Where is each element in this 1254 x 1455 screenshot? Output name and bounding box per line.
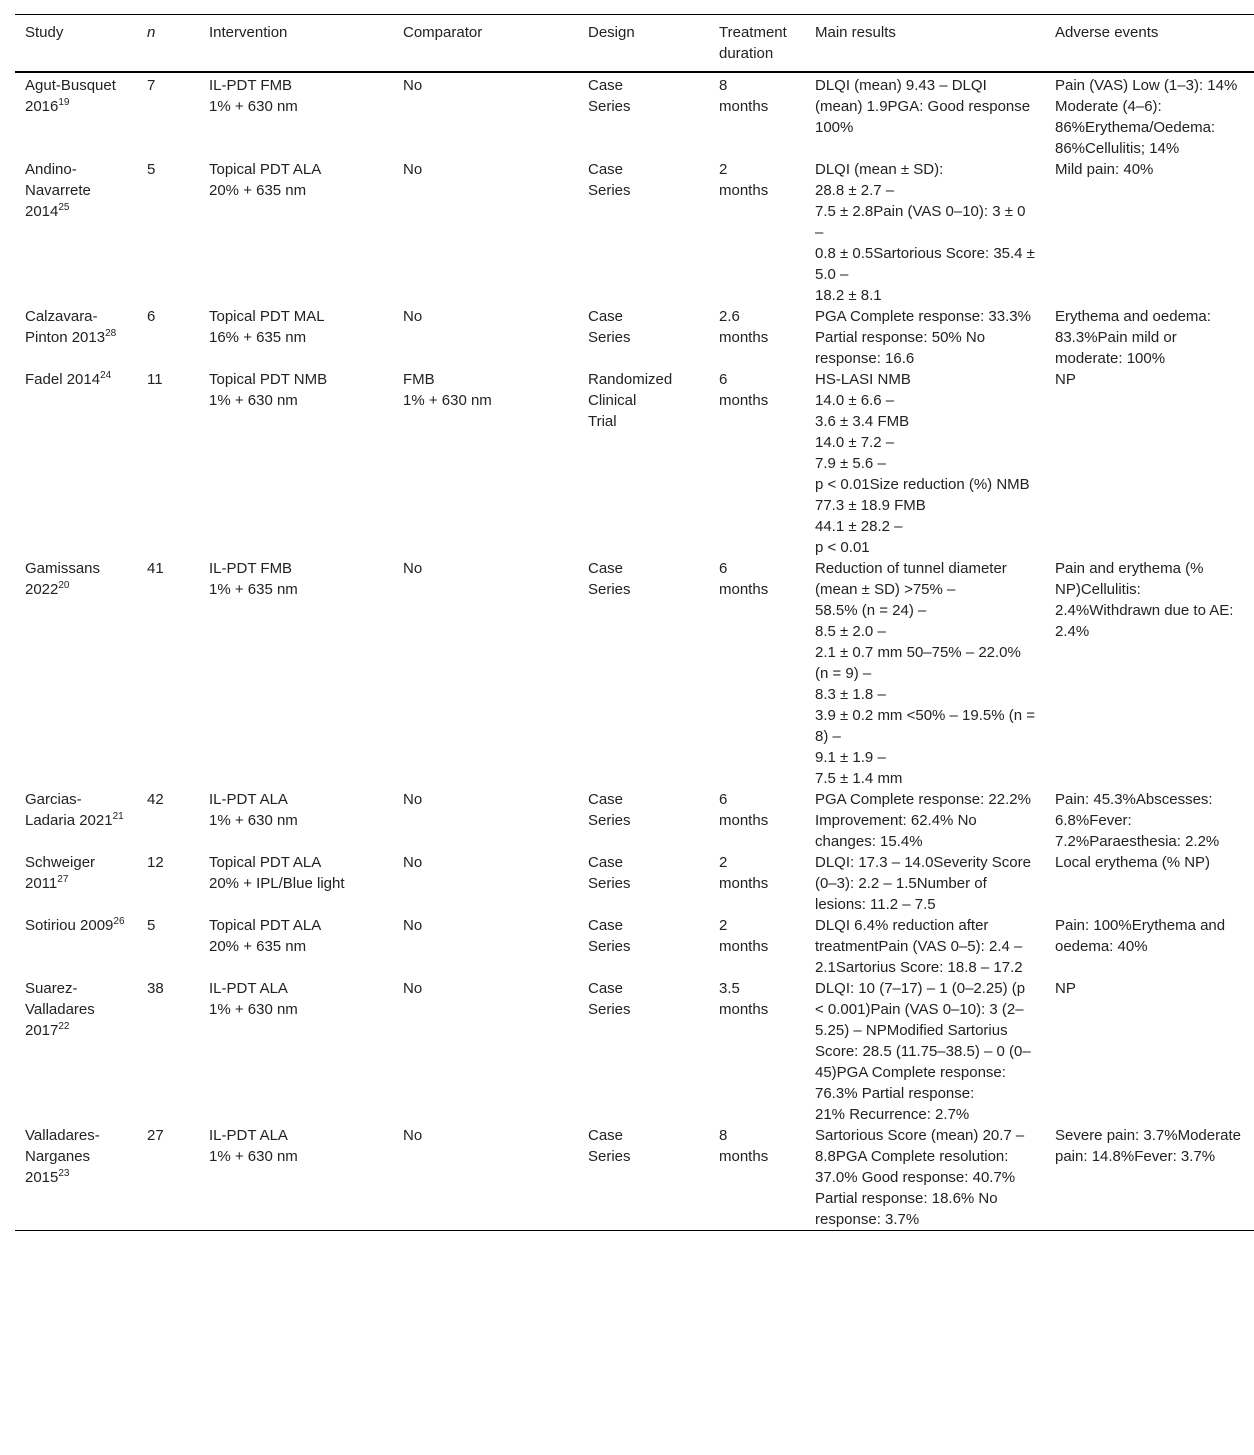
study-cell [15, 159, 137, 306]
intervention-cell-line: 16% + 635 nm [209, 329, 307, 346]
design-cell-line: Case [588, 791, 624, 808]
main-results-cell-line: Reduction of tunnel diameter [815, 560, 1007, 577]
duration-cell [709, 72, 805, 159]
duration-cell-line: months [719, 329, 769, 346]
design-cell-line: Series [588, 98, 631, 115]
duration-cell [709, 978, 805, 1125]
adverse-events-cell-line: Pain (VAS) Low (1–3): 14% Moderate (4–6): 86%Erythema/Oedema: 86%Cellulitis; 14% [1055, 77, 1238, 157]
study-cell [15, 72, 137, 159]
study-name: Sotiriou 2009 [25, 917, 114, 934]
adverse-events-cell [1045, 369, 1254, 558]
studies-table [15, 14, 1254, 1231]
adverse-events-cell-line: Mild pain: 40% [1055, 161, 1154, 178]
comparator-cell [393, 789, 578, 852]
adverse-events-cell-line: Pain: 100%Erythema and oedema: 40% [1055, 917, 1226, 955]
design-cell-line: Case [588, 560, 624, 577]
main-results-cell-line: 14.0 ± 6.6 – [815, 392, 895, 409]
intervention-cell-line: 1% + 635 nm [209, 581, 298, 598]
header-intervention: Intervention [209, 24, 288, 41]
intervention-cell-line: 1% + 630 nm [209, 392, 298, 409]
study-name: Fadel 2014 [25, 371, 101, 388]
intervention-cell [199, 789, 393, 852]
study-cell [15, 558, 137, 789]
comparator-cell [393, 978, 578, 1125]
duration-cell-line: 6 [719, 560, 728, 577]
main-results-cell-line: 3.9 ± 0.2 mm <50% – 19.5% (n = 8) – [815, 707, 1036, 745]
table-row [15, 306, 1254, 369]
header-treatment-duration: Treatment duration [719, 24, 787, 62]
main-results-cell-line: PGA Complete response: 33.3% Partial response: 50% No response: 16.6 [815, 308, 1031, 367]
design-cell-line: Case [588, 980, 624, 997]
study-cell [15, 1125, 137, 1231]
main-results-cell [805, 159, 1045, 306]
duration-cell-line: 2.6 [719, 308, 740, 325]
design-cell [578, 369, 709, 558]
header-row [15, 15, 1254, 73]
adverse-events-cell [1045, 789, 1254, 852]
reference-number: 25 [58, 202, 70, 213]
n-cell: 41 [147, 560, 164, 577]
duration-cell-line: months [719, 392, 769, 409]
comparator-cell-line: No [403, 854, 423, 871]
comparator-cell-line: No [403, 560, 423, 577]
table-body [15, 72, 1254, 1231]
main-results-cell-line: 0.8 ± 0.5Sartorious Score: 35.4 ± 5.0 – [815, 245, 1035, 283]
design-cell [578, 159, 709, 306]
n-cell: 42 [147, 791, 164, 808]
intervention-cell-line: IL-PDT FMB [209, 77, 293, 94]
table-header [15, 15, 1254, 73]
n-cell: 7 [147, 77, 156, 94]
n-cell: 5 [147, 917, 156, 934]
study-name: Andino-Navarrete 2014 [25, 161, 91, 220]
intervention-cell [199, 978, 393, 1125]
design-cell-line: Series [588, 581, 631, 598]
reference-number: 23 [58, 1168, 70, 1179]
design-cell-line: Series [588, 875, 631, 892]
comparator-cell-line: No [403, 917, 423, 934]
duration-cell [709, 159, 805, 306]
adverse-events-cell [1045, 558, 1254, 789]
intervention-cell [199, 306, 393, 369]
design-cell-line: Case [588, 854, 624, 871]
intervention-cell-line: Topical PDT ALA [209, 917, 322, 934]
study-name: Suarez-Valladares 2017 [25, 980, 95, 1039]
main-results-cell [805, 852, 1045, 915]
comparator-cell-line: No [403, 791, 423, 808]
main-results-cell-line: 8.5 ± 2.0 – [815, 623, 886, 640]
main-results-cell-line: DLQI (mean) 9.43 – DLQI (mean) 1.9PGA: Good response 100% [815, 77, 1031, 136]
n-cell: 38 [147, 980, 164, 997]
main-results-cell-line: PGA Complete response: 22.2% Improvement: 62.4% No changes: 15.4% [815, 791, 1031, 850]
design-cell [578, 789, 709, 852]
design-cell [578, 915, 709, 978]
main-results-cell-line: 28.8 ± 2.7 – [815, 182, 895, 199]
study-cell [15, 789, 137, 852]
main-results-cell-line: 7.9 ± 5.6 – [815, 455, 886, 472]
adverse-events-cell [1045, 852, 1254, 915]
main-results-cell [805, 369, 1045, 558]
study-name: Valladares-Narganes 2015 [25, 1127, 100, 1186]
n-cell: 27 [147, 1127, 164, 1144]
design-cell-line: Case [588, 308, 624, 325]
table-row [15, 789, 1254, 852]
table-row [15, 72, 1254, 159]
duration-cell-line: months [719, 98, 769, 115]
study-name: Garcias-Ladaria 2021 [25, 791, 113, 829]
intervention-cell [199, 72, 393, 159]
adverse-events-cell [1045, 978, 1254, 1125]
intervention-cell-line: IL-PDT ALA [209, 980, 288, 997]
main-results-cell-line: 2.1 ± 0.7 mm 50–75% – 22.0% (n = 9) – [815, 644, 1021, 682]
comparator-cell-line: No [403, 161, 423, 178]
main-results-cell-line: 77.3 ± 18.9 FMB [815, 497, 926, 514]
duration-cell-line: months [719, 182, 769, 199]
duration-cell-line: 2 [719, 917, 728, 934]
comparator-cell [393, 306, 578, 369]
header-design: Design [588, 24, 635, 41]
n-cell: 12 [147, 854, 164, 871]
intervention-cell [199, 915, 393, 978]
duration-cell-line: 6 [719, 791, 728, 808]
intervention-cell-line: 1% + 630 nm [209, 812, 298, 829]
intervention-cell-line: IL-PDT FMB [209, 560, 293, 577]
comparator-cell [393, 915, 578, 978]
intervention-cell-line: Topical PDT ALA [209, 161, 322, 178]
table-row [15, 915, 1254, 978]
design-cell-line: Randomized [588, 371, 673, 388]
design-cell-line: Series [588, 938, 631, 955]
table-row [15, 852, 1254, 915]
main-results-cell [805, 558, 1045, 789]
design-cell-line: Series [588, 329, 631, 346]
intervention-cell [199, 852, 393, 915]
comparator-cell [393, 72, 578, 159]
design-cell-line: Series [588, 1148, 631, 1165]
main-results-cell [805, 978, 1045, 1125]
n-cell: 6 [147, 308, 156, 325]
main-results-cell [805, 72, 1045, 159]
header-main-results: Main results [815, 24, 896, 41]
intervention-cell-line: Topical PDT NMB [209, 371, 328, 388]
duration-cell-line: 2 [719, 854, 728, 871]
study-name: Calzavara-Pinton 2013 [25, 308, 106, 346]
comparator-cell-line: 1% + 630 nm [403, 392, 492, 409]
design-cell [578, 1125, 709, 1231]
reference-number: 22 [58, 1021, 70, 1032]
main-results-cell-line: DLQI (mean ± SD): [815, 161, 944, 178]
adverse-events-cell-line: Severe pain: 3.7%Moderate pain: 14.8%Fever: 3.7% [1055, 1127, 1241, 1165]
adverse-events-cell-line: Erythema and oedema: 83.3%Pain mild or moderate: 100% [1055, 308, 1211, 367]
main-results-cell-line: 9.1 ± 1.9 – [815, 749, 886, 766]
duration-cell-line: 3.5 [719, 980, 740, 997]
comparator-cell [393, 558, 578, 789]
table-container [15, 14, 1254, 1231]
duration-cell-line: months [719, 581, 769, 598]
intervention-cell [199, 159, 393, 306]
intervention-cell [199, 369, 393, 558]
n-cell: 11 [147, 371, 163, 388]
adverse-events-cell-line: Pain and erythema (% NP)Cellulitis: 2.4%Withdrawn due to AE: 2.4% [1055, 560, 1234, 640]
adverse-events-cell [1045, 1125, 1254, 1231]
main-results-cell-line: 58.5% (n = 24) – [815, 602, 927, 619]
main-results-cell-line: 18.2 ± 8.1 [815, 287, 882, 304]
study-cell [15, 852, 137, 915]
comparator-cell [393, 852, 578, 915]
design-cell [578, 978, 709, 1125]
intervention-cell-line: 20% + IPL/Blue light [209, 875, 345, 892]
design-cell [578, 558, 709, 789]
duration-cell [709, 852, 805, 915]
main-results-cell-line: 44.1 ± 28.2 – [815, 518, 903, 535]
n-cell: 5 [147, 161, 156, 178]
main-results-cell-line: 3.6 ± 3.4 FMB [815, 413, 910, 430]
table-row [15, 159, 1254, 306]
main-results-cell-line: DLQI: 17.3 – 14.0Severity Score (0–3): 2.2 – 1.5Number of lesions: 11.2 – 7.5 [815, 854, 1031, 913]
design-cell-line: Series [588, 1001, 631, 1018]
comparator-cell-line: No [403, 77, 423, 94]
comparator-cell-line: No [403, 308, 423, 325]
duration-cell [709, 1125, 805, 1231]
study-cell [15, 369, 137, 558]
header-comparator: Comparator [403, 24, 483, 41]
duration-cell-line: 8 [719, 77, 728, 94]
main-results-cell-line: DLQI 6.4% reduction after treatmentPain (VAS 0–5): 2.4 – 2.1Sartorius Score: 18.8 – 17.2 [815, 917, 1023, 976]
comparator-cell-line: No [403, 980, 423, 997]
duration-cell-line: 6 [719, 371, 728, 388]
intervention-cell-line: 1% + 630 nm [209, 1001, 298, 1018]
main-results-cell-line: Sartorious Score (mean) 20.7 – 8.8PGA Complete resolution: 37.0% Good response: 40.7% Partial response: 18.6% No response: 3.7% [815, 1127, 1025, 1228]
reference-number: 26 [113, 916, 125, 927]
table-row [15, 558, 1254, 789]
main-results-cell [805, 1125, 1045, 1231]
design-cell [578, 306, 709, 369]
main-results-cell-line: 7.5 ± 1.4 mm [815, 770, 903, 787]
duration-cell-line: months [719, 1001, 769, 1018]
study-cell [15, 978, 137, 1125]
reference-number: 20 [58, 580, 70, 591]
comparator-cell [393, 369, 578, 558]
design-cell-line: Case [588, 1127, 624, 1144]
adverse-events-cell-line: NP [1055, 371, 1076, 388]
duration-cell-line: months [719, 938, 769, 955]
adverse-events-cell-line: Pain: 45.3%Abscesses: 6.8%Fever: 7.2%Paraesthesia: 2.2% [1055, 791, 1220, 850]
design-cell [578, 72, 709, 159]
main-results-cell-line: 14.0 ± 7.2 – [815, 434, 895, 451]
adverse-events-cell-line: NP [1055, 980, 1076, 997]
duration-cell [709, 558, 805, 789]
main-results-cell-line: p < 0.01 [815, 539, 870, 556]
adverse-events-cell [1045, 72, 1254, 159]
main-results-cell-line: 21% Recurrence: 2.7% [815, 1106, 970, 1123]
duration-cell [709, 369, 805, 558]
main-results-cell [805, 915, 1045, 978]
header-adverse-events: Adverse events [1055, 24, 1159, 41]
header-study: Study [25, 24, 64, 41]
design-cell-line: Case [588, 917, 624, 934]
comparator-cell-line: FMB [403, 371, 435, 388]
design-cell-line: Case [588, 161, 624, 178]
main-results-cell [805, 306, 1045, 369]
adverse-events-cell [1045, 306, 1254, 369]
intervention-cell-line: Topical PDT ALA [209, 854, 322, 871]
design-cell-line: Series [588, 182, 631, 199]
intervention-cell-line: IL-PDT ALA [209, 1127, 288, 1144]
intervention-cell-line: 1% + 630 nm [209, 98, 298, 115]
duration-cell-line: 2 [719, 161, 728, 178]
reference-number: 28 [105, 328, 117, 339]
study-name: Gamissans 2022 [25, 560, 101, 598]
study-cell [15, 306, 137, 369]
adverse-events-cell [1045, 159, 1254, 306]
study-cell [15, 915, 137, 978]
study-name: Schweiger 2011 [25, 854, 96, 892]
design-cell-line: Case [588, 77, 624, 94]
design-cell-line: Clinical [588, 392, 637, 409]
duration-cell [709, 789, 805, 852]
reference-number: 24 [100, 370, 112, 381]
duration-cell [709, 306, 805, 369]
reference-number: 27 [57, 874, 69, 885]
reference-number: 21 [112, 811, 124, 822]
duration-cell-line: months [719, 875, 769, 892]
main-results-cell-line: 8.3 ± 1.8 – [815, 686, 886, 703]
design-cell [578, 852, 709, 915]
intervention-cell-line: 1% + 630 nm [209, 1148, 298, 1165]
main-results-cell-line: 7.5 ± 2.8Pain (VAS 0–10): 3 ± 0 – [815, 203, 1026, 241]
comparator-cell [393, 159, 578, 306]
table-row [15, 369, 1254, 558]
main-results-cell-line: HS-LASI NMB [815, 371, 911, 388]
main-results-cell [805, 789, 1045, 852]
duration-cell [709, 915, 805, 978]
table-row [15, 978, 1254, 1125]
main-results-cell-line: DLQI: 10 (7–17) – 1 (0–2.25) (p < 0.001)Pain (VAS 0–10): 3 (2–5.25) – NPModified Sartorius Score: 28.5 (11.75–38.5) – 0 (0–45)PGA Complete response: 76.3% Partial response: [815, 980, 1031, 1102]
design-cell-line: Trial [588, 413, 617, 430]
comparator-cell [393, 1125, 578, 1231]
comparator-cell-line: No [403, 1127, 423, 1144]
main-results-cell-line: (mean ± SD) >75% – [815, 581, 956, 598]
intervention-cell-line: 20% + 635 nm [209, 938, 307, 955]
intervention-cell-line: IL-PDT ALA [209, 791, 288, 808]
header-n: n [147, 24, 156, 41]
adverse-events-cell-line: Local erythema (% NP) [1055, 854, 1211, 871]
duration-cell-line: 8 [719, 1127, 728, 1144]
intervention-cell [199, 558, 393, 789]
intervention-cell [199, 1125, 393, 1231]
intervention-cell-line: Topical PDT MAL [209, 308, 325, 325]
main-results-cell-line: p < 0.01Size reduction (%) NMB [815, 476, 1030, 493]
table-row [15, 1125, 1254, 1231]
design-cell-line: Series [588, 812, 631, 829]
duration-cell-line: months [719, 1148, 769, 1165]
duration-cell-line: months [719, 812, 769, 829]
adverse-events-cell [1045, 915, 1254, 978]
reference-number: 19 [58, 97, 70, 108]
study-name: Agut-Busquet 2016 [25, 77, 116, 115]
intervention-cell-line: 20% + 635 nm [209, 182, 307, 199]
